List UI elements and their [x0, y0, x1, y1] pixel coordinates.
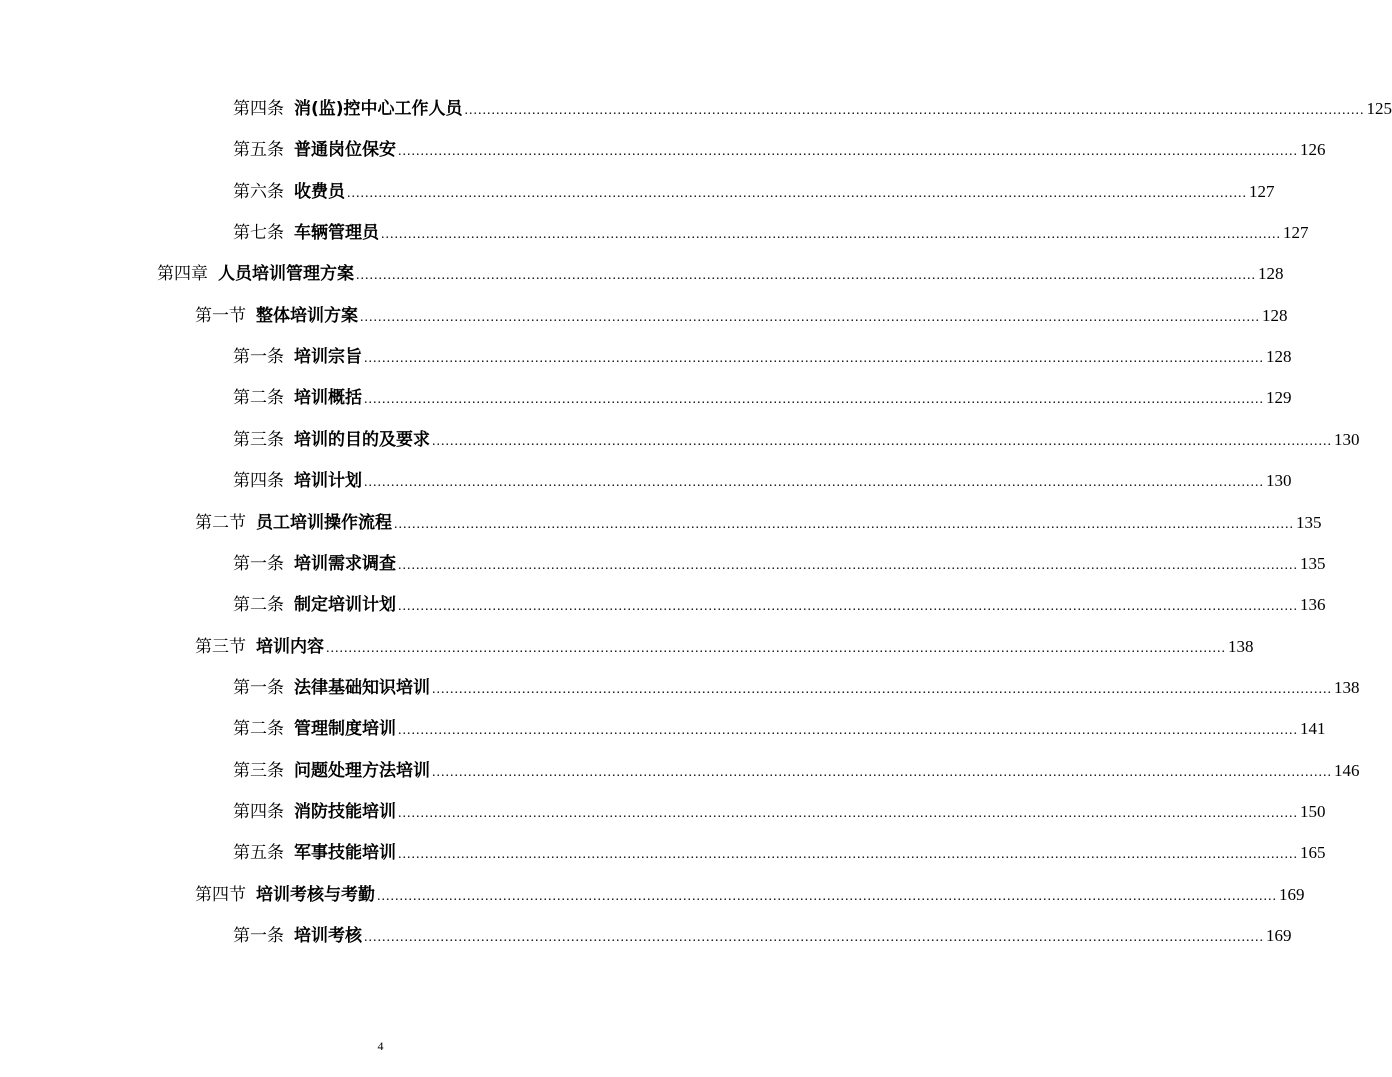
toc-entry-title: 培训的目的及要求 [294, 430, 430, 450]
toc-leader-dots: ........................................................................................................................................................................................................ [326, 641, 1226, 656]
toc-entry-number: 第二条 [233, 388, 284, 408]
toc-entry[interactable] [233, 343, 1292, 371]
toc-entry-page: 135 [1300, 554, 1326, 573]
toc-entry[interactable] [233, 95, 1392, 123]
toc-entry-page: 127 [1283, 223, 1309, 242]
toc-leader-dots: ........................................................................................................................................................................................................ [432, 765, 1332, 780]
toc-entry-page: 165 [1300, 843, 1326, 862]
toc-entry-number: 第一条 [233, 678, 284, 698]
toc-entry[interactable] [195, 302, 1288, 330]
toc-entry-page: 146 [1334, 761, 1360, 780]
toc-entry-number: 第一条 [233, 926, 284, 946]
toc-leader-dots: ........................................................................................................................................................................................................ [432, 682, 1332, 697]
toc-entry-page: 135 [1296, 513, 1322, 532]
toc-entry-title: 消(监)控中心工作人员 [294, 99, 463, 119]
toc-entry-title: 培训宗旨 [294, 347, 362, 367]
toc-leader-dots: ........................................................................................................................................................................................................ [398, 847, 1298, 862]
toc-entry-number: 第一节 [195, 306, 246, 326]
toc-entry-page: 141 [1300, 719, 1326, 738]
toc-entry-number: 第四章 [157, 264, 208, 284]
toc-entry[interactable] [233, 384, 1292, 412]
toc-entry-number: 第五条 [233, 140, 284, 160]
toc-leader-dots: ........................................................................................................................................................................................................ [398, 723, 1298, 738]
toc-entry-number: 第三条 [233, 430, 284, 450]
toc-entry[interactable] [233, 674, 1360, 702]
toc-entry-title: 员工培训操作流程 [256, 513, 392, 533]
toc-entry-title: 军事技能培训 [294, 843, 396, 863]
toc-entry-page: 130 [1334, 430, 1360, 449]
toc-entry[interactable] [157, 260, 1284, 288]
toc-leader-dots: ........................................................................................................................................................................................................ [394, 517, 1294, 532]
toc-entry[interactable] [233, 757, 1360, 785]
toc-entry-title: 培训考核与考勤 [256, 885, 375, 905]
toc-entry[interactable] [233, 178, 1275, 206]
toc-entry[interactable] [233, 467, 1292, 495]
toc-entry-title: 消防技能培训 [294, 802, 396, 822]
toc-leader-dots: ........................................................................................................................................................................................................ [398, 144, 1298, 159]
toc-entry-title: 制定培训计划 [294, 595, 396, 615]
toc-entry[interactable] [233, 550, 1326, 578]
toc-entry[interactable] [195, 633, 1254, 661]
toc-leader-dots: ........................................................................................................................................................................................................ [398, 558, 1298, 573]
toc-entry-page: 169 [1279, 885, 1305, 904]
toc-entry-page: 128 [1266, 347, 1292, 366]
toc-entry-number: 第四条 [233, 99, 284, 119]
toc-entry-title: 培训考核 [294, 926, 362, 946]
toc-leader-dots: ........................................................................................................................................................................................................ [356, 268, 1256, 283]
toc-entry-title: 收费员 [294, 182, 345, 202]
toc-entry[interactable] [233, 839, 1326, 867]
toc-entry[interactable] [233, 922, 1292, 950]
toc-entry-page: 126 [1300, 140, 1326, 159]
toc-entry-number: 第四节 [195, 885, 246, 905]
toc-leader-dots: ........................................................................................................................................................................................................ [381, 227, 1281, 242]
toc-entry[interactable] [233, 426, 1360, 454]
toc-leader-dots: ........................................................................................................................................................................................................ [398, 806, 1298, 821]
toc-entry[interactable] [233, 219, 1309, 247]
toc-entry-page: 125 [1366, 99, 1392, 118]
toc-entry-page: 127 [1249, 182, 1275, 201]
toc-entry-number: 第一条 [233, 347, 284, 367]
toc-entry-title: 管理制度培训 [294, 719, 396, 739]
toc-entry-title: 培训计划 [294, 471, 362, 491]
toc-entry-page: 130 [1266, 471, 1292, 490]
toc-entry-title: 培训需求调查 [294, 554, 396, 574]
toc-entry-title: 培训内容 [256, 637, 324, 657]
toc-leader-dots: ........................................................................................................................................................................................................ [347, 186, 1247, 201]
toc-entry[interactable] [233, 136, 1326, 164]
page-number: 4 [377, 1039, 384, 1053]
toc-entry-title: 整体培训方案 [256, 306, 358, 326]
toc-entry-number: 第一条 [233, 554, 284, 574]
toc-entry-page: 150 [1300, 802, 1326, 821]
toc-entry-number: 第四条 [233, 802, 284, 822]
toc-entry[interactable] [195, 881, 1305, 909]
toc-entry-number: 第二条 [233, 719, 284, 739]
toc-leader-dots: ........................................................................................................................................................................................................ [377, 889, 1277, 904]
toc-entry-number: 第二节 [195, 513, 246, 533]
toc-entry-title: 普通岗位保安 [294, 140, 396, 160]
toc-entry-title: 问题处理方法培训 [294, 761, 430, 781]
toc-entry-number: 第二条 [233, 595, 284, 615]
toc-entry-number: 第三节 [195, 637, 246, 657]
toc-entry-number: 第四条 [233, 471, 284, 491]
toc-entry-page: 138 [1334, 678, 1360, 697]
toc-entry[interactable] [233, 798, 1326, 826]
toc-entry-page: 128 [1262, 306, 1288, 325]
toc-entry-page: 128 [1258, 264, 1284, 283]
toc-leader-dots: ........................................................................................................................................................................................................ [364, 351, 1264, 366]
toc-leader-dots: ........................................................................................................................................................................................................ [364, 475, 1264, 490]
toc-entry-number: 第五条 [233, 843, 284, 863]
toc-entry-title: 培训概括 [294, 388, 362, 408]
toc-leader-dots: ........................................................................................................................................................................................................ [432, 434, 1332, 449]
toc-entry-number: 第七条 [233, 223, 284, 243]
toc-leader-dots: ........................................................................................................................................................................................................ [398, 599, 1298, 614]
toc-entry-number: 第三条 [233, 761, 284, 781]
toc-entry-title: 车辆管理员 [294, 223, 379, 243]
toc-entry[interactable] [233, 591, 1326, 619]
toc-leader-dots: ........................................................................................................................................................................................................ [360, 310, 1260, 325]
toc-entry-title: 法律基础知识培训 [294, 678, 430, 698]
toc-entry-title: 人员培训管理方案 [218, 264, 354, 284]
toc-entry-page: 138 [1228, 637, 1254, 656]
toc-leader-dots: ........................................................................................................................................................................................................ [464, 103, 1365, 118]
toc-entry-page: 129 [1266, 388, 1292, 407]
toc-entry-number: 第六条 [233, 182, 284, 202]
toc-entry[interactable] [233, 715, 1326, 743]
toc-entry-page: 136 [1300, 595, 1326, 614]
toc-leader-dots: ........................................................................................................................................................................................................ [364, 392, 1264, 407]
toc-leader-dots: ........................................................................................................................................................................................................ [364, 930, 1264, 945]
toc-entry-page: 169 [1266, 926, 1292, 945]
toc-entry[interactable] [195, 509, 1322, 537]
